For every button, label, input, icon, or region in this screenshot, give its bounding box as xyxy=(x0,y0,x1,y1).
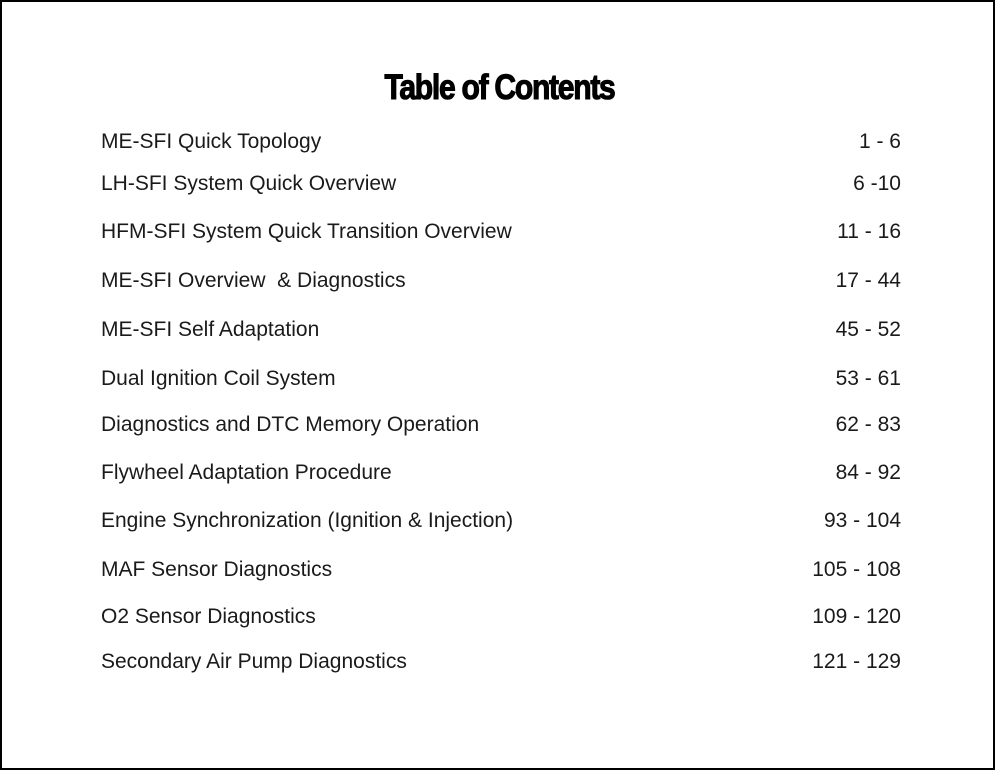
toc-entry-label: MAF Sensor Diagnostics xyxy=(101,558,333,581)
toc-entry xyxy=(101,411,901,439)
toc-entry xyxy=(101,365,901,393)
toc-entry-pages: 84 - 92 xyxy=(835,461,901,484)
toc-entry-label: HFM-SFI System Quick Transition Overview xyxy=(101,220,512,243)
toc-entry-pages: 6 -10 xyxy=(853,172,901,195)
toc-entry-pages: 53 - 61 xyxy=(835,367,901,390)
toc-entry xyxy=(101,648,901,676)
page-title: Table of Contents xyxy=(384,68,615,107)
toc-entry-pages: 45 - 52 xyxy=(835,318,901,341)
toc-entry-label: Diagnostics and DTC Memory Operation xyxy=(101,413,480,436)
toc-entry-label: O2 Sensor Diagnostics xyxy=(101,605,316,628)
toc-entry-pages: 11 - 16 xyxy=(837,220,901,243)
toc-entry-label: Dual Ignition Coil System xyxy=(101,367,336,390)
toc-entry xyxy=(101,556,901,584)
toc-entry xyxy=(101,267,901,295)
toc-entry-pages: 62 - 83 xyxy=(835,413,901,436)
toc-entry-pages: 1 - 6 xyxy=(858,130,901,153)
toc-entry-label: ME-SFI Quick Topology xyxy=(101,130,322,153)
toc-entry-pages: 121 - 129 xyxy=(812,650,901,673)
toc-entry xyxy=(101,128,901,156)
toc-entry-label: ME-SFI Self Adaptation xyxy=(101,318,320,341)
toc-entry-label: Flywheel Adaptation Procedure xyxy=(101,461,392,484)
toc-entry xyxy=(101,603,901,631)
toc-entry-pages: 93 - 104 xyxy=(823,509,901,532)
toc-entry-label: Engine Synchronization (Ignition & Injection) xyxy=(101,509,514,532)
toc-entry xyxy=(101,170,901,198)
toc-entry-label: Secondary Air Pump Diagnostics xyxy=(101,650,407,673)
toc-entry-label: ME-SFI Overview & Diagnostics xyxy=(101,269,406,292)
toc-entry-pages: 109 - 120 xyxy=(812,605,901,628)
toc-entry xyxy=(101,316,901,344)
toc-entry-pages: 105 - 108 xyxy=(812,558,901,581)
toc-entry-label: LH-SFI System Quick Overview xyxy=(101,172,397,195)
toc-entry xyxy=(101,218,901,246)
toc-entry xyxy=(101,459,901,487)
toc-entry-pages: 17 - 44 xyxy=(835,269,901,292)
toc-entry xyxy=(101,507,901,535)
